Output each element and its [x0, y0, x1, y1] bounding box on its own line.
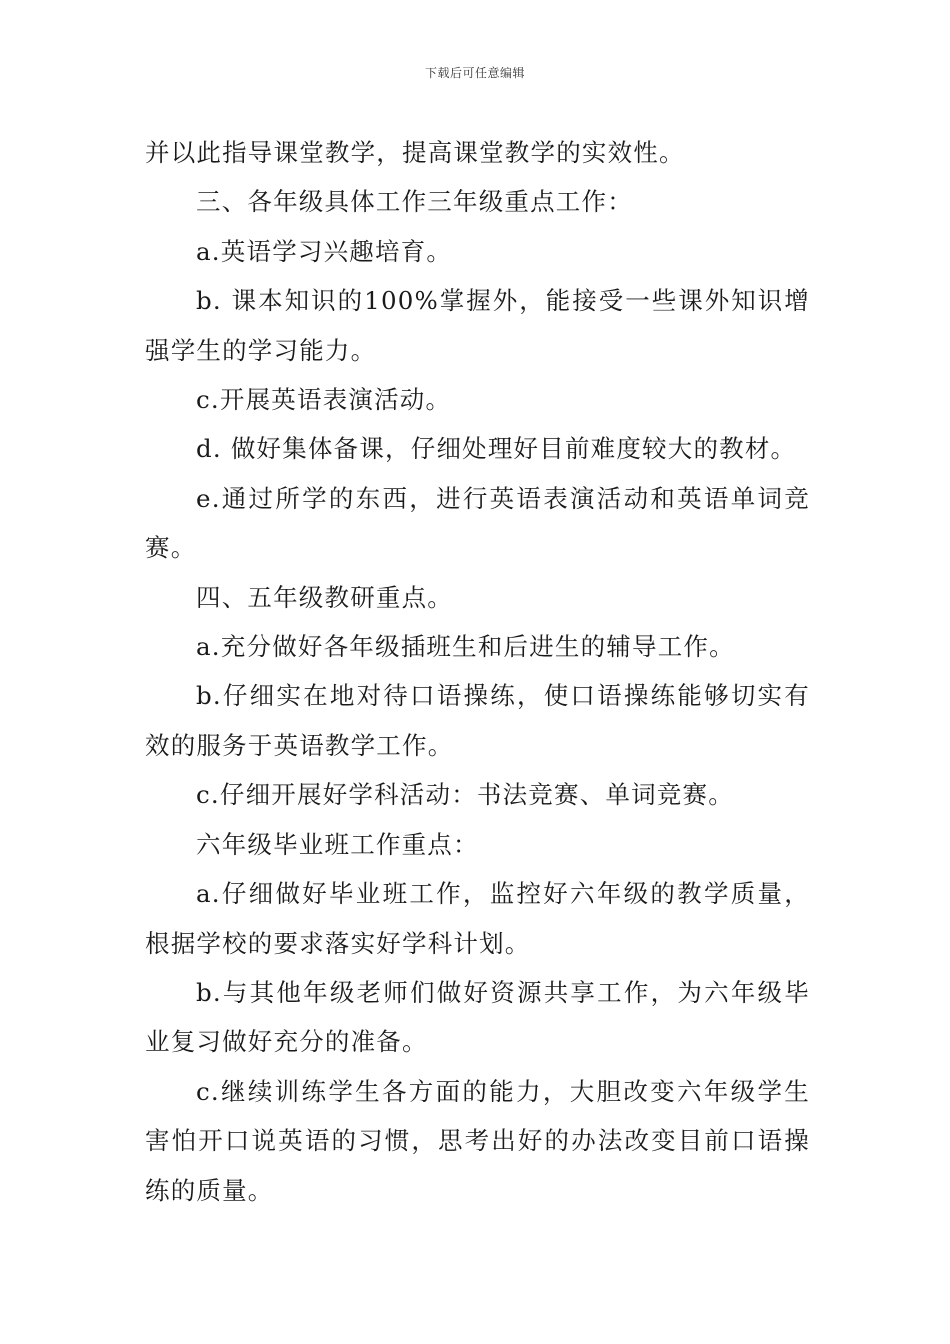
list-item: d. 做好集体备课，仔细处理好目前难度较大的教材。 [196, 434, 797, 464]
list-item: e.通过所学的东西，进行英语表演活动和英语单词竞赛。 [145, 483, 810, 563]
list-item: a.充分做好各年级插班生和后进生的辅导工作。 [196, 632, 735, 662]
list-item: c.仔细开展好学科活动：书法竞赛、单词竞赛。 [196, 780, 734, 810]
list-item: b.仔细实在地对待口语操练，使口语操练能够切实有效的服务于英语教学工作。 [145, 681, 810, 760]
list-item: a.仔细做好毕业班工作，监控好六年级的教学质量，根据学校的要求落实好学科计划。 [145, 879, 810, 958]
list-item: c.开展英语表演活动。 [196, 385, 452, 415]
document-body [145, 128, 810, 1215]
list-item: a.英语学习兴趣培育。 [196, 236, 453, 266]
list-item: b. 课本知识的100%掌握外，能接受一些课外知识增强学生的学习能力。 [145, 286, 810, 365]
paragraph-intro: 并以此指导课堂教学，提高课堂教学的实效性。 [145, 138, 685, 167]
page-header: 下载后可任意编辑 [424, 66, 525, 80]
section-heading-grade-six: 六年级毕业班工作重点： [196, 829, 479, 859]
list-item: b.与其他年级老师们做好资源共享工作，为六年级毕业复习做好充分的准备。 [145, 977, 810, 1057]
section-heading-grade-five: 四、五年级教研重点。 [196, 582, 453, 612]
section-heading-grade-three: 三、各年级具体工作三年级重点工作： [196, 187, 633, 217]
list-item: c.继续训练学生各方面的能力，大胆改变六年级学生害怕开口说英语的习惯，思考出好的办法改变目前口语操练的质量。 [145, 1076, 810, 1205]
